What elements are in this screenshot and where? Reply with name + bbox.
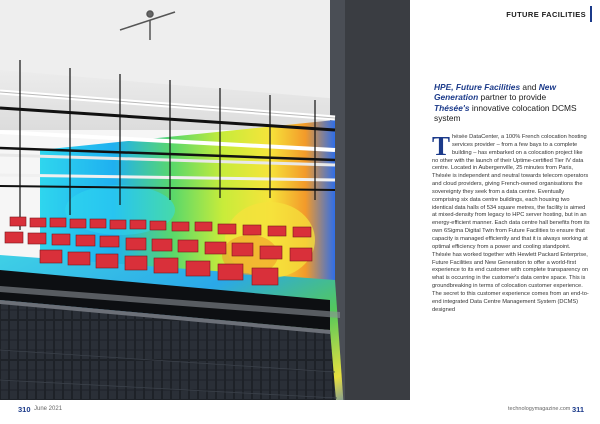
issue-date: June 2021 <box>34 406 63 412</box>
headline-mid-text: partner to provide <box>478 92 547 103</box>
article-body-text: hésée DataCenter, a 100% French colocation hosting services provider – from a few bays to a complete building – has embarked on a colocation project like no other with the launch of their Uptime-certified Tier IV data centre. Located in Aubergenville, 25 minutes from Paris, Thésée is independent and neutral towards telecom operators and cloud providers, giving French-owned organisations the sovereignty they seek from a data centre. Eventually comprising six data centre buildings, each housing two identical data halls of 534 square metres, the facility is aimed at mixed-density from legacy to HPC server hosting, but in an energy-efficient manner. Each data centre hall benefits from its own 6Sigma Digital Twin from Future Facilities to ensure that capacity is managed efficiently and that it is always working at optimal efficiency from a power and cooling standpoint. Thésée has worked together with Hewlett Packard Enterprise, Future Facilities and New Generation to offer a world-first experience to its end customer with complete transparency on what is occurring in the customer's data centre space. This is groundbreaking in terms of colocation customer experience. The secret to this customer experience comes from an end-to-end integrated Data Centre Management System (DCMS) designed <box>432 134 590 313</box>
drop-cap: T <box>432 131 451 161</box>
headline-and: and <box>520 82 539 92</box>
section-accent-bar <box>590 6 592 22</box>
page-number-left: 310 <box>18 405 31 414</box>
page-number-right: 311 <box>572 405 585 414</box>
article-headline <box>434 82 584 123</box>
headline-company-3: Thésée's <box>434 102 470 113</box>
article-body <box>432 131 590 314</box>
headline-company-2: New Generation <box>434 82 556 103</box>
site-url[interactable]: technologymagazine.com <box>508 406 571 412</box>
section-label: FUTURE FACILITIES <box>506 10 586 19</box>
headline-end-text: innovative colocation DCMS system <box>434 102 577 123</box>
headline-company-1: HPE, Future Facilities <box>434 82 521 92</box>
right-page <box>410 0 600 424</box>
left-page-footer <box>0 400 410 424</box>
